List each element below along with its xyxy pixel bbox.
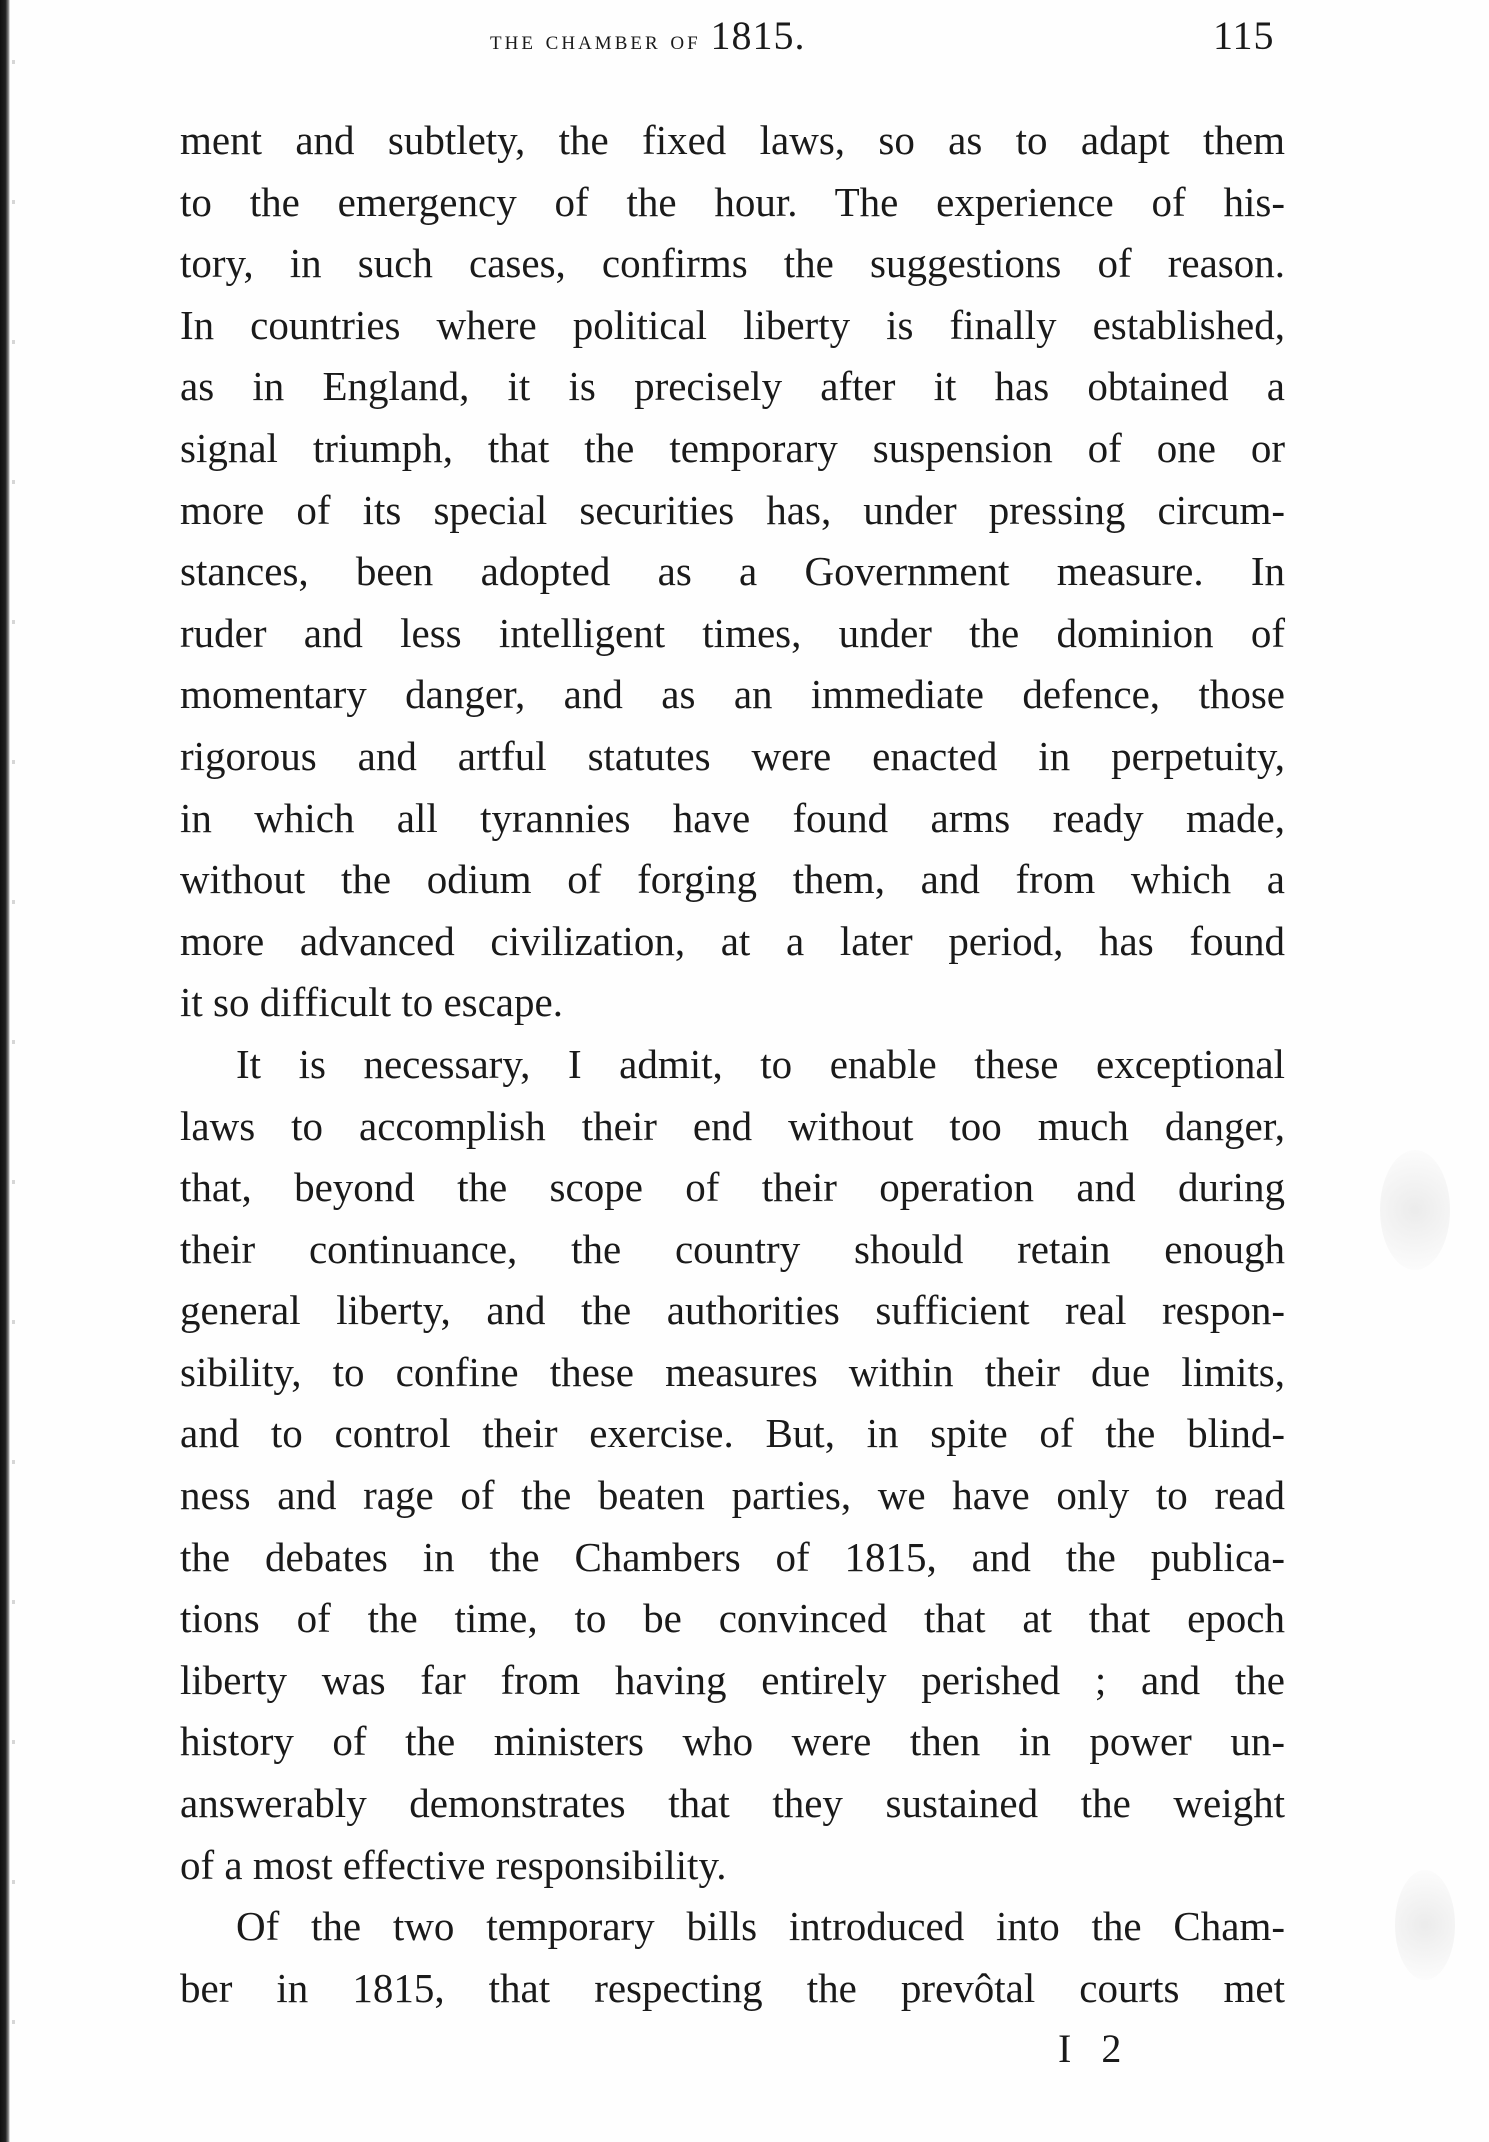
paper-stain bbox=[1395, 1870, 1455, 1980]
text-line: as in England, it is precisely after it has obtained a bbox=[180, 363, 1285, 410]
text-line: Of the two temporary bills introduced into the Cham- bbox=[236, 1903, 1285, 1950]
paper-stain bbox=[1380, 1150, 1450, 1270]
text-line: signal triumph, that the temporary suspension of one or bbox=[180, 424, 1285, 471]
paragraph bbox=[180, 110, 1285, 1034]
text-line: rigorous and artful statutes were enacted in perpetuity, bbox=[180, 732, 1285, 779]
text-line: of a most effective responsibility. bbox=[180, 1841, 727, 1888]
text-line: ment and subtlety, the fixed laws, so as to adapt them bbox=[180, 117, 1285, 163]
text-line: general liberty, and the authorities sufficient real respon- bbox=[180, 1287, 1285, 1334]
text-line: their continuance, the country should retain enough bbox=[180, 1225, 1285, 1272]
running-year: 1815. bbox=[710, 13, 806, 58]
text-line: the debates in the Chambers of 1815, and the publica- bbox=[180, 1533, 1285, 1580]
text-line: it so difficult to escape. bbox=[180, 979, 563, 1026]
running-head bbox=[490, 12, 990, 59]
body-text bbox=[180, 110, 1285, 2019]
text-line: tory, in such cases, confirms the suggestions of reason. bbox=[180, 240, 1285, 287]
text-line: in which all tyrannies have found arms ready made, bbox=[180, 794, 1285, 841]
text-line: stances, been adopted as a Government measure. In bbox=[180, 548, 1285, 595]
text-line: liberty was far from having entirely perished ; and the bbox=[180, 1656, 1285, 1703]
text-line: In countries where political liberty is finally established, bbox=[180, 301, 1285, 348]
binding-speck bbox=[12, 0, 15, 2142]
text-line: ber in 1815, that respecting the prevôtal courts met bbox=[180, 1964, 1285, 2011]
text-line: history of the ministers who were then in power un- bbox=[180, 1718, 1285, 1765]
text-line: sibility, to confine these measures within their due limits, bbox=[180, 1348, 1285, 1395]
text-line: without the odium of forging them, and from which a bbox=[180, 856, 1285, 903]
text-line: laws to accomplish their end without too much danger, bbox=[180, 1102, 1285, 1149]
text-line: ness and rage of the beaten parties, we have only to read bbox=[180, 1472, 1285, 1519]
text-line: more of its special securities has, under pressing circum- bbox=[180, 486, 1285, 533]
text-line: more advanced civilization, at a later period, has found bbox=[180, 917, 1285, 964]
text-line: that, beyond the scope of their operation and during bbox=[180, 1164, 1285, 1211]
signature-mark: I 2 bbox=[1058, 2026, 1132, 2071]
page-number: 115 bbox=[1213, 13, 1275, 58]
text-line: and to control their exercise. But, in spite of the blind- bbox=[180, 1410, 1285, 1457]
text-line: tions of the time, to be convinced that at that epoch bbox=[180, 1595, 1285, 1642]
text-line: answerably demonstrates that they sustained the weight bbox=[180, 1780, 1285, 1827]
paragraph bbox=[180, 1034, 1285, 1896]
binding-edge bbox=[0, 0, 10, 2142]
text-line: It is necessary, I admit, to enable these exceptional bbox=[236, 1040, 1285, 1087]
text-line: ruder and less intelligent times, under the dominion of bbox=[180, 609, 1285, 656]
text-line: momentary danger, and as an immediate defence, those bbox=[180, 671, 1285, 718]
text-line: to the emergency of the hour. The experience of his- bbox=[180, 178, 1285, 225]
paragraph bbox=[180, 1896, 1285, 2019]
running-title: the chamber of bbox=[490, 25, 701, 55]
